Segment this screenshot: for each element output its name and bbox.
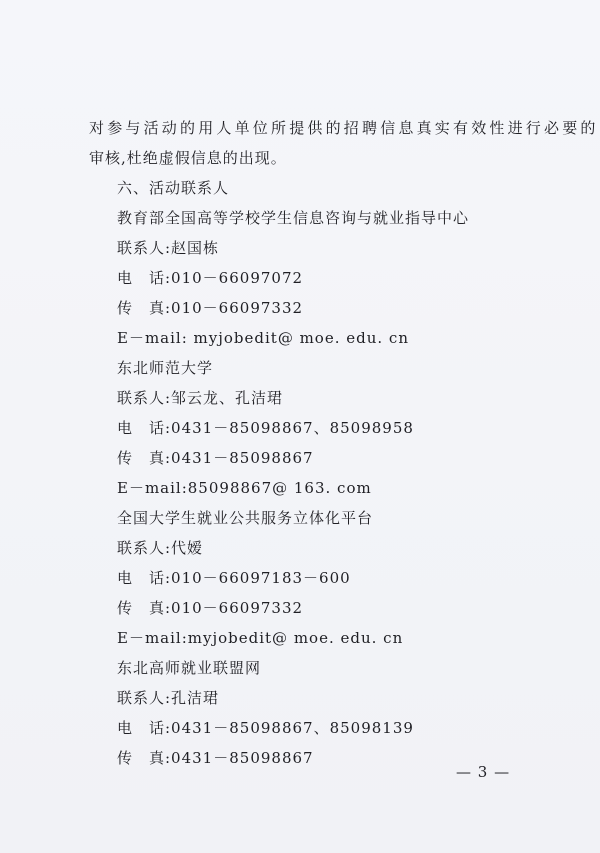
org1-fax: 传 真:010－66097332	[117, 299, 304, 317]
org2-contact: 联系人:邹云龙、孔洁珺	[117, 389, 284, 407]
org3-name: 全国大学生就业公共服务立体化平台	[117, 509, 374, 527]
section-heading: 六、活动联系人	[117, 179, 230, 197]
org3-phone: 电 话:010－66097183－600	[117, 569, 351, 587]
org3-contact: 联系人:代嫒	[117, 539, 204, 557]
org4-phone: 电 话:0431－85098867、85098139	[117, 719, 414, 737]
paragraph-line-1: 对参与活动的用人单位所提供的招聘信息真实有效性进行必要的	[89, 119, 599, 137]
org2-name: 东北师范大学	[117, 359, 214, 377]
org3-email: E－mail:myjobedit@ moe. edu. cn	[117, 629, 404, 647]
paragraph-line-2: 审核,杜绝虚假信息的出现。	[89, 149, 287, 167]
org1-phone: 电 话:010－66097072	[117, 269, 304, 287]
org4-fax: 传 真:0431－85098867	[117, 749, 314, 767]
org1-contact: 联系人:赵国栋	[117, 239, 220, 257]
page-number: — 3 —	[456, 763, 511, 781]
org2-email: E－mail:85098867@ 163. com	[117, 479, 372, 497]
org2-phone: 电 话:0431－85098867、85098958	[117, 419, 414, 437]
org1-name: 教育部全国高等学校学生信息咨询与就业指导中心	[117, 209, 470, 227]
org3-fax: 传 真:010－66097332	[117, 599, 304, 617]
org4-name: 东北高师就业联盟网	[117, 659, 262, 677]
org2-fax: 传 真:0431－85098867	[117, 449, 314, 467]
org1-email: E－mail: myjobedit@ moe. edu. cn	[117, 329, 409, 347]
org4-contact: 联系人:孔洁珺	[117, 689, 220, 707]
